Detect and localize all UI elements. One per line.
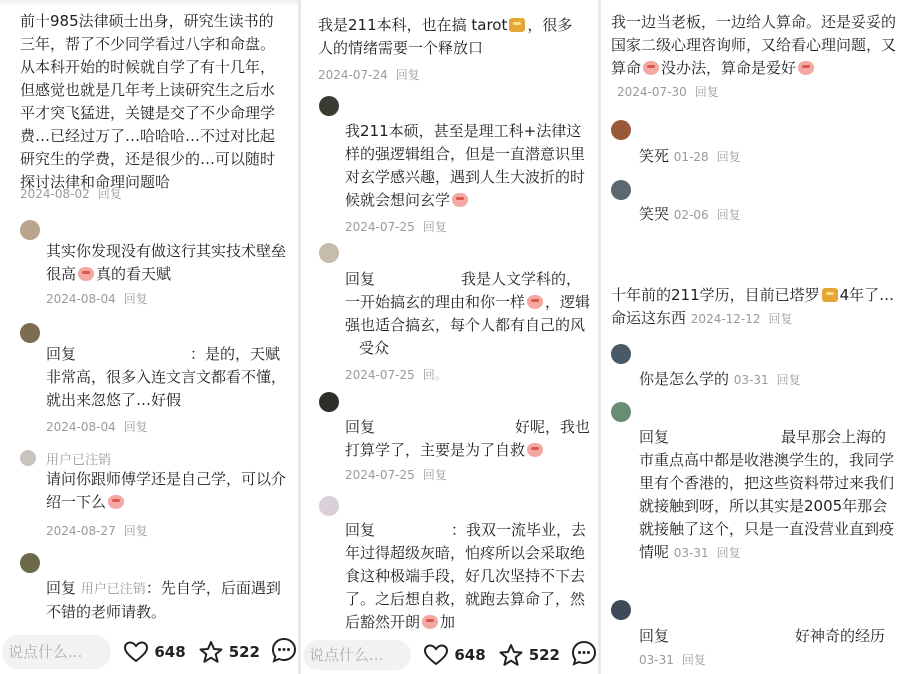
avatar[interactable] (319, 243, 339, 263)
bottom-bar (301, 636, 598, 674)
emoji-icon (527, 295, 543, 309)
avatar[interactable] (611, 180, 631, 200)
star-icon (198, 640, 224, 664)
main-comment[interactable] (318, 14, 586, 84)
reply-text: 我211本硕，甚至是理工科+法律这样的强逻辑组合，但是一直潜意识里对玄学感兴趣，遇到人生大波折的时候就会想问玄学 (345, 122, 586, 209)
reply-comment[interactable] (639, 625, 897, 671)
comment-text (345, 268, 591, 360)
comment-meta (46, 418, 288, 436)
reply-link[interactable]: 回复 (768, 312, 793, 326)
emoji-icon (798, 61, 814, 75)
comment-date: 2024-07-25 (345, 468, 415, 482)
reply-comment[interactable] (345, 268, 591, 384)
reply-text: 最早那会上海的市重点高中都是收港澳学生的，我同学里有个香港的，把这些资料带过来我们就接触到呀，所以其实是2005年那会就接触了这个，只是一直没营业直到疫情呢 (639, 428, 895, 561)
comment-text (639, 368, 889, 391)
avatar[interactable] (611, 402, 631, 422)
emoji-icon (78, 267, 94, 281)
reply-link[interactable]: 回复 (681, 653, 706, 667)
comment-panel-left (0, 0, 298, 674)
comment-date: 2024-08-02 (20, 187, 90, 201)
comment-text (611, 11, 896, 103)
emoji-icon (822, 288, 838, 302)
reply-comment[interactable] (345, 120, 591, 236)
comment-button[interactable] (270, 636, 298, 668)
emoji-icon (527, 443, 543, 457)
emoji-icon (452, 193, 468, 207)
comment-meta (674, 546, 741, 560)
comment-meta (20, 185, 122, 203)
comment-date: 2024-08-27 (46, 524, 116, 538)
star-icon (498, 643, 524, 667)
reply-link[interactable]: 回复 (123, 524, 148, 538)
emoji-icon (509, 18, 525, 32)
reply-prefix: 回复 (639, 428, 670, 446)
comment-date: 2024-08-04 (46, 292, 116, 306)
main-comment[interactable] (611, 284, 896, 330)
comment-button[interactable] (570, 639, 598, 671)
comment-meta (345, 466, 591, 484)
reply-text: 其实你发现没有做这行其实技术壁垒很高 (46, 242, 287, 283)
reply-text: 好呢，我也打算学了，主要是为了自救 (345, 418, 591, 459)
bottom-bar (0, 630, 298, 674)
username[interactable]: 用户已注销 (46, 453, 112, 468)
avatar[interactable] (319, 496, 339, 516)
comment-text (46, 468, 288, 514)
avatar[interactable] (319, 96, 339, 116)
reply-text: ：是的，天赋非常高，很多入连文言文都看不懂，就出来忽悠了…好假 (46, 345, 287, 409)
reply-link[interactable]: 回复 (422, 220, 447, 234)
heart-icon (423, 643, 449, 667)
comment-meta (345, 366, 591, 384)
like-button[interactable] (423, 643, 485, 667)
reply-prefix: 回复 (46, 579, 77, 597)
comment-text-2: ，很多人的情绪需要一个释放口 (318, 16, 573, 57)
comment-text (318, 14, 586, 60)
comment-date: 03-31 (639, 653, 674, 667)
emoji-icon (108, 495, 124, 509)
emoji-icon (422, 615, 438, 629)
reply-comment[interactable] (345, 519, 591, 634)
reply-prefix: 回复 (345, 418, 376, 436)
reply-link[interactable]: 回。 (422, 368, 447, 382)
comment-date: 2024-07-24 (318, 68, 388, 82)
comment-text-1: 十年前的211学历，目前已塔罗 (611, 286, 820, 304)
avatar[interactable] (611, 344, 631, 364)
comment-text-1: 我是211本科，也在搞 tarot (318, 16, 508, 34)
avatar[interactable] (319, 392, 339, 412)
comment-meta (674, 208, 741, 222)
reply-text: 笑死 (639, 147, 670, 165)
comment-date: 2024-08-04 (46, 420, 116, 434)
comment-text (345, 519, 591, 634)
comment-text (345, 120, 591, 212)
comment-date: 03-31 (673, 546, 709, 560)
star-count: 522 (528, 646, 560, 664)
comment-input[interactable]: 说点什么... (303, 640, 411, 670)
comment-icon (270, 636, 298, 664)
comment-meta (691, 312, 793, 326)
comment-text-2: 4年了…命运这东西 (611, 286, 895, 327)
reply-comment[interactable] (46, 449, 288, 540)
heart-icon (123, 640, 149, 664)
reply-text: 好神奇的经历 (795, 627, 886, 645)
reply-link[interactable]: 回复 (716, 546, 741, 560)
comment-meta (734, 373, 801, 387)
comment-panel-middle (301, 0, 598, 674)
reply-comment[interactable] (46, 240, 288, 308)
reply-text: 你是怎么学的 (639, 370, 730, 388)
reply-comment[interactable] (46, 577, 288, 624)
comment-meta (46, 290, 288, 308)
comment-meta (674, 150, 741, 164)
comment-date: 2024-07-25 (345, 220, 415, 234)
reply-comment[interactable] (46, 343, 288, 436)
favorite-button[interactable] (198, 640, 260, 664)
comment-panel-right (601, 0, 900, 674)
avatar[interactable] (611, 600, 631, 620)
comment-meta (639, 653, 706, 667)
reply-comment[interactable] (639, 145, 889, 168)
comment-text-2: 没办法，算命是爱好 (661, 59, 797, 77)
comment-date: 01-28 (673, 150, 709, 164)
comment-text (639, 625, 897, 671)
comment-meta (46, 522, 288, 540)
emoji-icon (643, 61, 659, 75)
reply-prefix: 回复 (345, 270, 376, 288)
reply-link[interactable]: 回复 (123, 420, 148, 434)
reply-text-3: 受众 (359, 339, 390, 357)
comment-text (611, 284, 896, 330)
avatar[interactable] (611, 120, 631, 140)
comment-date: 02-06 (673, 208, 709, 222)
main-comment[interactable] (20, 10, 286, 201)
avatar[interactable] (20, 553, 40, 573)
reply-text-2: ，逻辑强也适合搞玄，每个人都有自己的风 (345, 293, 591, 334)
comment-input[interactable]: 说点什么... (2, 635, 111, 669)
reply-link[interactable]: 回复 (694, 85, 719, 99)
reply-prefix: 回复 (345, 521, 376, 539)
like-count: 648 (154, 643, 186, 661)
comment-text (639, 203, 889, 226)
reply-link[interactable]: 回复 (123, 292, 148, 306)
reply-text: ：我双一流毕业，去年过得超级灰暗，怕疼所以会采取绝食这种极端手段，好几次坚持不下去了。之后想自救，就跑去算命了，然后豁然开朗 (345, 521, 587, 631)
comment-date: 03-31 (733, 373, 769, 387)
avatar[interactable] (20, 450, 36, 466)
comment-text (639, 145, 889, 168)
comment-text (46, 577, 288, 624)
favorite-button[interactable] (498, 643, 560, 667)
like-count: 648 (454, 646, 486, 664)
reply-prefix: 回复 (46, 345, 77, 363)
reply-text: ：先自学，后面遇到不错的老师请教。 (46, 579, 281, 621)
comment-icon (570, 639, 598, 667)
reply-text-2: 真的看天赋 (96, 265, 172, 283)
top-fade (0, 0, 298, 6)
comment-date: 2024-07-30 (617, 85, 687, 99)
comment-date: 2024-12-12 (690, 312, 761, 326)
star-count: 522 (228, 643, 260, 661)
comment-date: 2024-07-25 (345, 368, 415, 382)
reply-text-2: 加 (440, 613, 456, 631)
reply-comment[interactable] (639, 203, 889, 226)
comment-text (46, 343, 288, 412)
reply-text: 笑哭 (639, 205, 670, 223)
reply-link[interactable]: 回复 (716, 150, 741, 164)
comment-text: 前十985法律硕士出身，研究生读书的三年，帮了不少同学看过八字和命盘。从本科开始的时候就自学了有十几年，但感觉也就是几年考上读研究生之后水平才突飞猛进，关键是交了不少命理学费…已经过万了…哈哈哈…不过对比起研究生的学费，还是很少的…可以随时探讨法律和命理问题哈 (20, 12, 276, 191)
comment-text-1: 我一边当老板，一边给人算命。还是妥妥的国家二级心理咨询师，又给看心理问题，又算命 (611, 13, 897, 77)
like-button[interactable] (123, 640, 185, 664)
reply-link[interactable]: 回复 (97, 187, 122, 201)
reply-prefix: 回复 (639, 627, 670, 645)
reply-text: 我是人文学科的，一开始搞玄的理由和你一样 (345, 270, 582, 311)
reply-comment[interactable] (639, 368, 889, 391)
comment-text (345, 416, 591, 462)
reply-link[interactable]: 回复 (716, 208, 741, 222)
comment-meta (345, 218, 591, 236)
reply-link[interactable]: 回复 (422, 468, 447, 482)
comment-text (639, 426, 897, 564)
reply-link[interactable]: 回复 (776, 373, 801, 387)
avatar[interactable] (20, 220, 40, 240)
reply-link[interactable]: 回复 (395, 68, 420, 82)
username[interactable]: 用户已注销 (80, 582, 146, 597)
reply-comment[interactable] (639, 426, 897, 564)
avatar[interactable] (20, 323, 40, 343)
reply-comment[interactable] (345, 416, 591, 484)
comment-text (46, 240, 288, 286)
main-comment[interactable] (611, 11, 896, 103)
reply-text: 请问你跟师傅学还是自己学，可以介绍一下么 (46, 470, 287, 511)
comment-meta (318, 66, 586, 84)
comment-meta (617, 85, 719, 99)
